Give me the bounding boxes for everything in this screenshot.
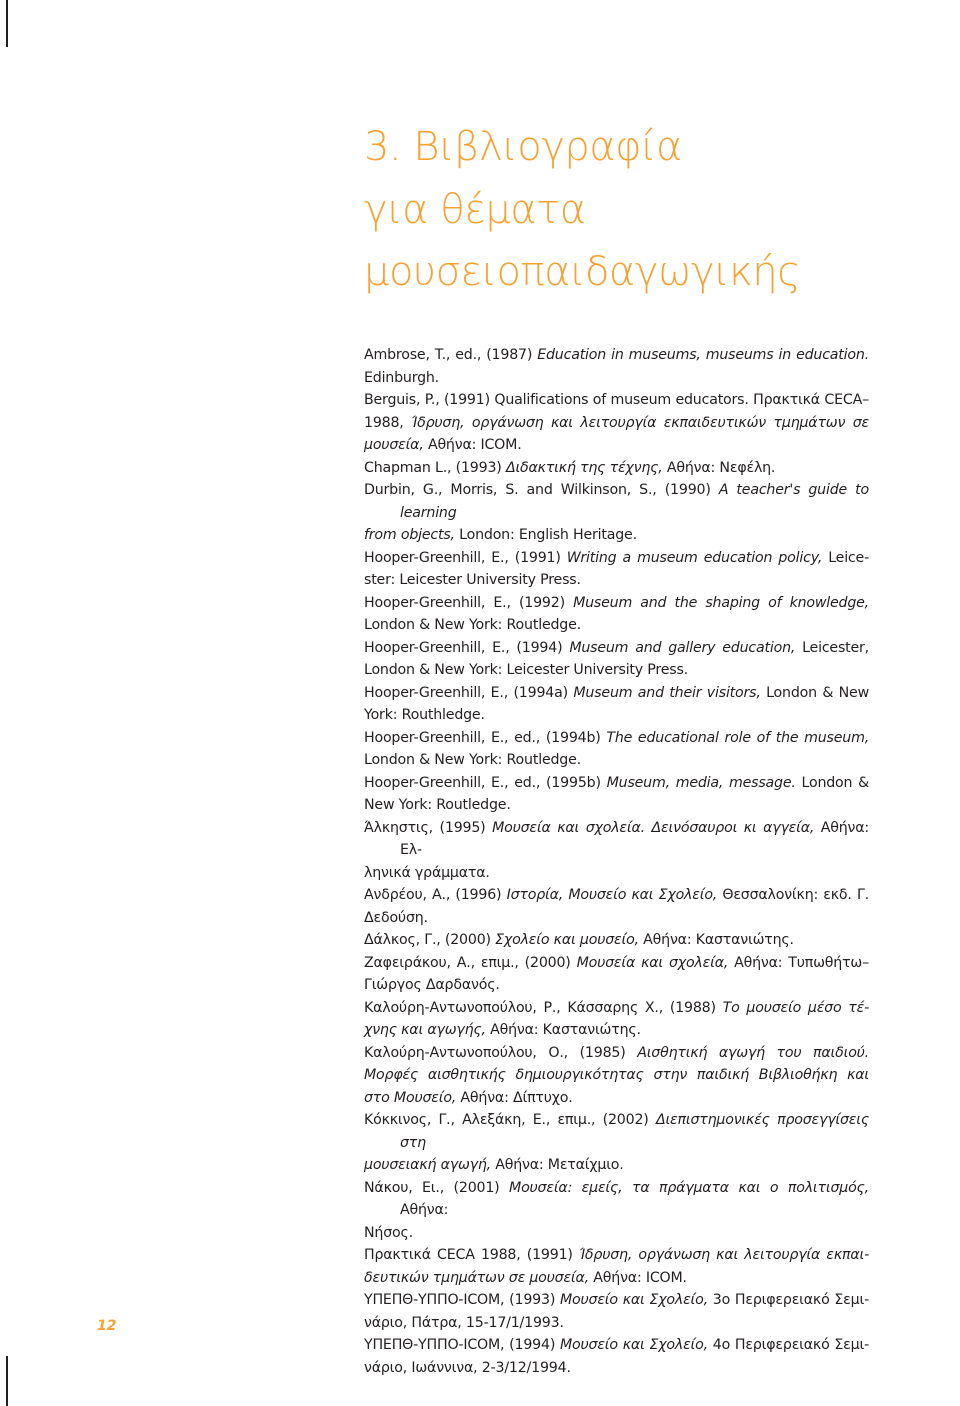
entry-text: Πρακτικά CECA 1988, (1991) — [364, 1247, 579, 1263]
bibliography-entry — [364, 1177, 869, 1245]
page-number: 12 — [97, 1318, 117, 1334]
entry-title-text: Ίδρυση, οργάνωση και λειτουργία εκπαιδευτικών τμημάτων σε — [411, 414, 869, 431]
entry-title-text: Μορφές αισθητικής δημιουργικότητας στην παιδική Βιβλιοθήκη και — [364, 1067, 869, 1083]
crop-mark-top — [6, 0, 8, 47]
entry-title-text: μουσεία, — [364, 437, 424, 453]
entry-title-text: μουσειακή αγωγή, — [364, 1157, 491, 1173]
entry-line — [364, 682, 869, 705]
bibliography-entry — [364, 1109, 869, 1177]
bibliography-entry — [364, 727, 869, 772]
entry-line — [364, 479, 869, 524]
entry-line — [364, 614, 869, 637]
entry-text: ΥΠΕΠΘ-ΥΠΠΟ-ICOM, (1993) — [364, 1292, 560, 1308]
entry-line — [364, 997, 869, 1020]
entry-title-text: Μουσεία και σχολεία. — [492, 819, 645, 836]
bibliography-entry — [364, 682, 869, 727]
entry-text: Hooper-Greenhill, E., (1994) — [364, 639, 570, 656]
entry-line — [364, 434, 869, 457]
bibliography-entry — [364, 1289, 869, 1334]
entry-line — [364, 1154, 869, 1177]
bibliography-entry — [364, 997, 869, 1042]
entry-text: Hooper-Greenhill, E., (1992) — [364, 594, 574, 611]
bibliography-entry — [364, 592, 869, 637]
entry-line — [364, 659, 869, 682]
entry-line — [364, 1064, 869, 1087]
bibliography-entry — [364, 884, 869, 929]
entry-text: Leicester, — [795, 639, 869, 656]
entry-text: Αθήνα: Καστανιώτης. — [485, 1022, 641, 1038]
entry-line — [364, 637, 869, 660]
entry-text: Νάκου, Ει., (2001) — [364, 1179, 510, 1196]
entry-line — [364, 952, 869, 975]
entry-title-text: Μουσείο και Σχολείο, — [560, 1292, 708, 1308]
entry-line — [364, 704, 869, 727]
entry-text: Ζαφειράκου, Α., επιμ., (2000) — [364, 954, 577, 971]
entry-text: ster: Leicester University Press. — [364, 572, 581, 588]
entry-title-text: from objects, — [364, 527, 455, 543]
entry-line — [364, 592, 869, 615]
entry-title-text: στο Μουσείο, — [364, 1089, 457, 1106]
heading-line: 3. Βιβλιογραφία — [364, 124, 682, 170]
entry-text: Αθήνα: ICOM. — [588, 1269, 687, 1286]
entry-text: Δεδούση. — [364, 909, 428, 926]
bibliography-entry — [364, 457, 869, 480]
entry-line — [364, 1334, 869, 1357]
entry-text: London & New York: Routledge. — [364, 752, 581, 768]
entry-title-text: Museum, media, message. — [606, 774, 796, 791]
entry-title-text: Museum and the shaping of knowledge, — [573, 594, 869, 611]
entry-text: Δάλκος, Γ., (2000) — [364, 932, 496, 948]
entry-text: Berguis, P., (1991) Qualifications of museum educators. Πρακτικά CECA– — [364, 392, 869, 408]
entry-text: Αθήνα: Μεταίχμιο. — [490, 1157, 624, 1173]
entry-line — [364, 457, 869, 480]
entry-title-text: Μουσείο και Σχολείο, — [560, 1337, 708, 1353]
entry-text: Καλούρη-Αντωνοπούλου, Ρ., Κάσσαρης Χ., (1988) — [364, 999, 723, 1016]
entry-line — [364, 794, 869, 817]
entry-text: London & — [795, 774, 869, 791]
entry-title-text: Education in museums, museums in education. — [537, 347, 869, 363]
bibliography-list — [364, 344, 869, 1379]
bibliography-entry — [364, 637, 869, 682]
entry-text: Hooper-Greenhill, E., (1994a) — [364, 684, 574, 701]
entry-text: Ανδρέου, Α., (1996) — [364, 887, 507, 903]
entry-line — [364, 412, 869, 435]
entry-title-text: Αισθητική αγωγή του παιδιού. — [637, 1044, 869, 1061]
bibliography-entry — [364, 952, 869, 997]
entry-text: 4ο Περιφερειακό Σεμι- — [707, 1337, 869, 1353]
entry-title-text: Μουσεία και σχολεία, — [576, 954, 729, 971]
entry-line — [364, 1289, 869, 1312]
entry-line — [364, 884, 869, 907]
bibliography-entry — [364, 547, 869, 592]
entry-line — [364, 569, 869, 592]
crop-mark-bottom — [6, 1356, 8, 1406]
entry-text: Durbin, G., Morris, S. and Wilkinson, S., (1990) — [364, 482, 719, 498]
entry-line — [364, 907, 869, 930]
entry-text: Chapman L., (1993) — [364, 459, 506, 476]
entry-text: Άλκηστις, (1995) — [364, 819, 493, 836]
entry-text: London & New York: Routledge. — [364, 617, 581, 633]
heading-line: μουσειοπαιδαγωγικής — [364, 249, 801, 295]
entry-title-text: Σχολείο και μουσείο, — [495, 932, 639, 948]
entry-title-text: Δεινόσαυροι κι αγγεία, — [651, 819, 815, 836]
entry-line — [364, 749, 869, 772]
entry-text: Γιώργος Δαρδανός. — [364, 977, 500, 993]
entry-text: Hooper-Greenhill, E., (1991) — [364, 549, 567, 566]
entry-text: Καλούρη-Αντωνοπούλου, Ο., (1985) — [364, 1044, 638, 1061]
entry-text: Αθήνα: — [400, 1202, 449, 1218]
bibliography-entry — [364, 1042, 869, 1110]
entry-title-text: Μουσεία: εμείς, τα πράγματα και ο πολιτισμός, — [509, 1179, 869, 1196]
heading-line: για θέματα — [364, 186, 586, 233]
entry-line — [364, 1109, 869, 1154]
entry-text: ληνικά γράμματα. — [364, 864, 490, 881]
entry-line — [364, 367, 869, 390]
entry-text: Hooper-Greenhill, E., ed., (1995b) — [364, 774, 607, 791]
entry-text: Αθήνα: Καστανιώτης. — [638, 932, 794, 948]
entry-title-text: Ίδρυση, οργάνωση και λειτουργία εκπαι- — [578, 1247, 869, 1263]
bibliography-entry — [364, 479, 869, 547]
entry-line — [364, 1019, 869, 1042]
entry-line — [364, 929, 869, 952]
entry-title-text: The educational role of the museum, — [606, 729, 870, 746]
entry-line — [364, 1267, 869, 1290]
entry-text: Νήσος. — [364, 1224, 413, 1241]
section-heading — [364, 116, 924, 304]
entry-line — [364, 1042, 869, 1065]
bibliography-entry — [364, 929, 869, 952]
bibliography-entry — [364, 772, 869, 817]
entry-line — [364, 862, 869, 885]
entry-text — [645, 820, 652, 836]
entry-text: London & New York: Leicester University Press. — [364, 662, 688, 678]
entry-text: Αθήνα: Τυπωθήτω– — [728, 954, 869, 971]
entry-line — [364, 727, 870, 750]
entry-text: Edinburgh. — [364, 369, 439, 386]
entry-line — [364, 772, 869, 795]
entry-text: Αθήνα: Ελ- — [400, 819, 870, 858]
entry-text: Αθήνα: Νεφέλη. — [662, 459, 776, 476]
entry-title-text: Διδακτική της τέχνης, — [505, 459, 663, 476]
entry-line — [364, 1357, 869, 1380]
bibliography-entry — [364, 1244, 869, 1289]
entry-title-text: Ιστορία, Μουσείο και Σχολείο, — [506, 887, 718, 903]
entry-text: νάριο, Πάτρα, 15-17/1/1993. — [364, 1314, 564, 1331]
entry-title-text: Writing a museum education policy, — [566, 549, 823, 566]
entry-line — [364, 547, 869, 570]
entry-text: ΥΠΕΠΘ-ΥΠΠΟ-ICOM, (1994) — [364, 1337, 560, 1353]
entry-text: New York: Routledge. — [364, 797, 511, 813]
entry-text: νάριο, Ιωάννινα, 2-3/12/1994. — [364, 1359, 571, 1376]
bibliography-entry — [364, 1334, 869, 1379]
entry-title-text: χνης και αγωγής, — [364, 1022, 486, 1038]
entry-line — [364, 1177, 869, 1222]
entry-text: Leice- — [822, 549, 869, 566]
entry-text: Θεσσαλονίκη: εκδ. Γ. — [717, 887, 869, 903]
bibliography-entry — [364, 389, 869, 457]
entry-line — [364, 1312, 869, 1335]
entry-text: London: English Heritage. — [454, 527, 637, 543]
entry-line — [364, 389, 869, 412]
entry-title-text: A teacher's guide to learning — [400, 482, 869, 521]
entry-text: 3ο Περιφερειακό Σεμι- — [707, 1292, 869, 1308]
entry-title-text: Museum and their visitors, — [573, 684, 761, 701]
entry-line — [364, 1087, 869, 1110]
entry-line — [364, 817, 870, 862]
entry-line — [364, 524, 869, 547]
entry-text: Κόκκινος, Γ., Αλεξάκη, Ε., επιμ., (2002) — [364, 1112, 656, 1128]
entry-line — [364, 344, 869, 367]
entry-line — [364, 1222, 869, 1245]
entry-line — [364, 1244, 869, 1267]
entry-text: Hooper-Greenhill, E., ed., (1994b) — [364, 729, 607, 746]
entry-text: Ambrose, T., ed., (1987) — [364, 347, 538, 363]
bibliography-entry — [364, 344, 869, 389]
entry-text: Αθήνα: Δίπτυχο. — [456, 1089, 573, 1106]
entry-text: 1988, — [364, 414, 412, 431]
entry-text: London & New — [760, 684, 869, 701]
entry-line — [364, 974, 869, 997]
entry-title-text: Διεπιστημονικές προσεγγίσεις στη — [400, 1112, 869, 1151]
entry-title-text: Museum and gallery education, — [569, 639, 796, 656]
entry-title-text: δευτικών τμημάτων σε μουσεία, — [364, 1269, 589, 1286]
entry-title-text: Το μουσείο μέσο τέ- — [722, 999, 869, 1016]
entry-text: Αθήνα: ICOM. — [423, 437, 522, 453]
bibliography-entry — [364, 817, 869, 885]
entry-text: York: Routhledge. — [364, 707, 485, 723]
